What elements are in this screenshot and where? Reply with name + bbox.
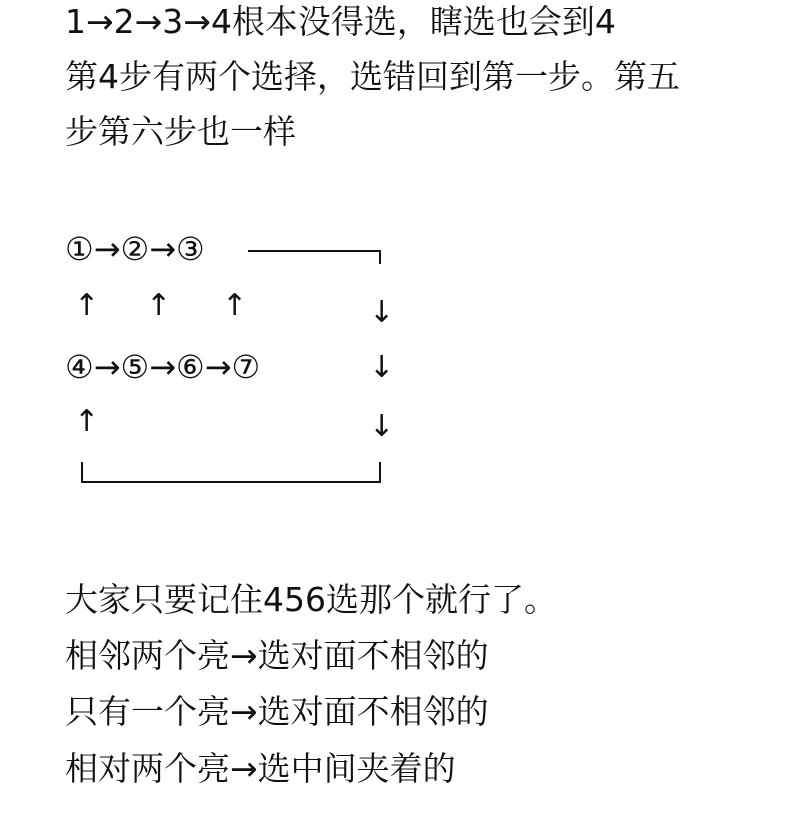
tip-line-1: 大家只要记住456选那个就行了。 [65, 580, 557, 619]
diagram-row-1: ①→②→③ [65, 230, 205, 268]
down-arrow-icon: ↓ [369, 295, 395, 330]
diagram-row-2: ④→⑤→⑥→⑦ [65, 348, 261, 386]
bottom-bracket-right [379, 462, 381, 482]
top-connector-drop [379, 250, 381, 264]
up-arrow-icon: ↑ [74, 288, 100, 323]
bottom-bracket-left [81, 462, 83, 482]
up-arrow-icon: ↑ [74, 404, 100, 439]
up-arrow-icon: ↑ [222, 288, 248, 323]
intro-line-3: 步第六步也一样 [65, 112, 296, 151]
tip-line-3: 只有一个亮→选对面不相邻的 [65, 692, 489, 731]
up-arrow-icon: ↑ [146, 288, 172, 323]
bottom-bracket-base [81, 481, 381, 483]
down-arrow-icon: ↓ [369, 409, 395, 444]
tip-line-4: 相对两个亮→选中间夹着的 [65, 749, 456, 788]
top-connector-line [248, 250, 381, 252]
intro-line-2: 第4步有两个选择，选错回到第一步。第五 [65, 57, 680, 96]
intro-line-1: 1→2→3→4根本没得选，瞎选也会到4 [65, 2, 616, 41]
tip-line-2: 相邻两个亮→选对面不相邻的 [65, 636, 489, 675]
down-arrow-icon: ↓ [369, 350, 395, 385]
